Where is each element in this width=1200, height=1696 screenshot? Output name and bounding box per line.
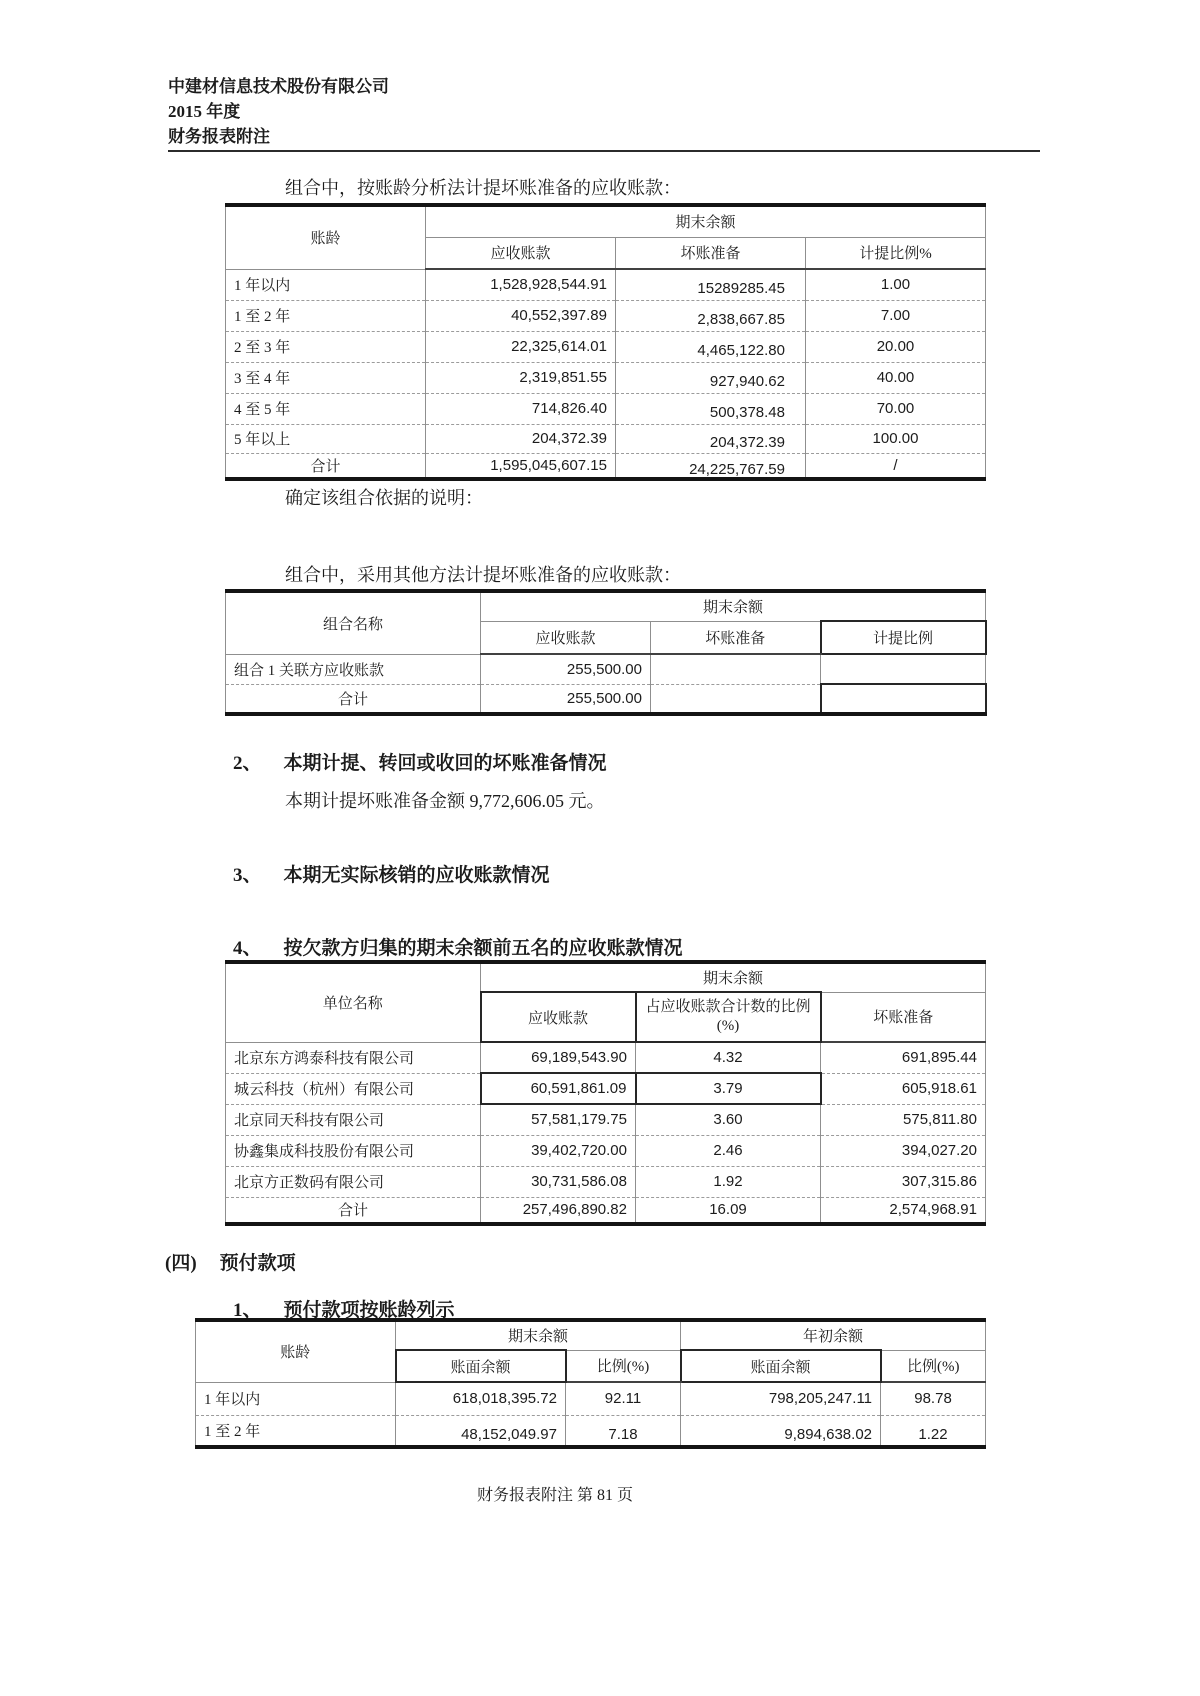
table-row <box>226 393 986 424</box>
table-row <box>226 362 986 393</box>
table-row <box>226 1166 986 1197</box>
cell-total-label: 合计 <box>226 1197 481 1224</box>
section-4-number: 4、 <box>233 938 262 959</box>
cell-ratio: 3.79 <box>636 1073 821 1104</box>
total-row <box>226 453 986 479</box>
cell-bad-debt <box>616 424 806 453</box>
cell-bad-debt <box>616 300 806 331</box>
cell-ratio <box>821 684 986 714</box>
cell-ratio <box>821 654 986 684</box>
group-header-row <box>226 962 986 992</box>
col-header-entity: 单位名称 <box>226 962 481 1042</box>
cell-ratio: 4.32 <box>636 1042 821 1073</box>
cell-bad-debt <box>616 331 806 362</box>
cell-bad-debt <box>651 654 821 684</box>
header-rule <box>168 150 1040 152</box>
doc-title: 财务报表附注 <box>168 127 270 146</box>
total-row <box>226 684 986 714</box>
cell-end-pct: 92.11 <box>566 1382 681 1415</box>
col-header-begin-balance: 账面余额 <box>681 1350 881 1382</box>
cell-ratio: 2.46 <box>636 1135 821 1166</box>
section-4-heading <box>233 933 683 960</box>
cell-bad-debt: 2,574,968.91 <box>821 1197 986 1224</box>
section-prepaid-1-title: 预付款项按账龄列示 <box>283 1300 455 1321</box>
col-header-bad-debt: 坏账准备 <box>651 621 821 654</box>
company-name: 中建材信息技术股份有限公司 <box>168 77 389 96</box>
group-header-row <box>226 205 986 237</box>
cell-receivable: 1,528,928,544.91 <box>426 269 616 300</box>
col-header-bad-debt: 坏账准备 <box>821 992 986 1042</box>
group-header-period-end: 期末余额 <box>481 591 986 621</box>
cell-receivable: 39,402,720.00 <box>481 1135 636 1166</box>
cell-ratio: 100.00 <box>806 424 986 453</box>
section-prepaid-1-number: 1、 <box>233 1300 262 1321</box>
section-prepaid-number: (四) <box>165 1253 197 1274</box>
cell-portfolio: 组合 1 关联方应收账款 <box>226 654 481 684</box>
cell-receivable: 714,826.40 <box>426 393 616 424</box>
col-header-portfolio: 组合名称 <box>226 591 481 654</box>
cell-begin-balance: 798,205,247.11 <box>681 1382 881 1415</box>
other-method-table <box>225 589 985 716</box>
fiscal-year: 2015 年度 <box>168 102 241 121</box>
cell-ratio: 1.92 <box>636 1166 821 1197</box>
table-row <box>226 331 986 362</box>
cell-bad-debt-value: 2,838,667.85 <box>697 311 785 328</box>
col-header-end-balance: 账面余额 <box>396 1350 566 1382</box>
cell-end-pct-value: 7.18 <box>608 1425 638 1443</box>
table-row <box>226 424 986 453</box>
cell-age: 1 至 2 年 <box>196 1415 396 1447</box>
cell-bad-debt <box>616 453 806 479</box>
cell-bad-debt-value: 4,465,122.80 <box>697 342 785 359</box>
cell-bad-debt <box>616 362 806 393</box>
table-row <box>226 1073 986 1104</box>
cell-receivable: 255,500.00 <box>481 684 651 714</box>
cell-entity: 北京同天科技有限公司 <box>226 1104 481 1135</box>
cell-begin-pct: 98.78 <box>881 1382 986 1415</box>
cell-age: 4 至 5 年 <box>226 393 426 424</box>
cell-total-label: 合计 <box>226 453 426 479</box>
cell-age: 1 年以内 <box>226 269 426 300</box>
section-2-heading <box>233 748 607 775</box>
col-header-bad-debt: 坏账准备 <box>616 237 806 269</box>
prepayments-aging-table <box>195 1318 985 1449</box>
cell-bad-debt-value: 500,378.48 <box>709 404 785 421</box>
cell-end-balance: 618,018,395.72 <box>396 1382 566 1415</box>
cell-total-label: 合计 <box>226 684 481 714</box>
cell-bad-debt <box>616 393 806 424</box>
cell-ratio: 20.00 <box>806 331 986 362</box>
cell-begin-balance <box>681 1415 881 1447</box>
cell-age: 1 至 2 年 <box>226 300 426 331</box>
cell-receivable: 69,189,543.90 <box>481 1042 636 1073</box>
cell-bad-debt <box>616 269 806 300</box>
page-footer: 财务报表附注 第 81 页 <box>476 1487 633 1504</box>
table-row <box>226 1042 986 1073</box>
cell-receivable: 60,591,861.09 <box>481 1073 636 1104</box>
table-row <box>196 1382 986 1415</box>
table-row <box>226 1104 986 1135</box>
section-2-title: 本期计提、转回或收回的坏账准备情况 <box>283 753 607 774</box>
section-2-number: 2、 <box>233 753 262 774</box>
cell-age: 1 年以内 <box>196 1382 396 1415</box>
cell-entity: 北京东方鸿泰科技有限公司 <box>226 1042 481 1073</box>
cell-bad-debt: 691,895.44 <box>821 1042 986 1073</box>
table-row <box>226 1135 986 1166</box>
aging-analysis-table <box>225 203 985 481</box>
col-header-ratio: 计提比例% <box>806 237 986 269</box>
cell-ratio: 16.09 <box>636 1197 821 1224</box>
section-prepaid-title: 预付款项 <box>219 1253 296 1274</box>
group-header-period-end: 期末余额 <box>481 962 986 992</box>
section-3-number: 3、 <box>233 865 262 886</box>
cell-entity: 北京方正数码有限公司 <box>226 1166 481 1197</box>
col-header-end-pct: 比例(%) <box>566 1350 681 1382</box>
cell-ratio: 3.60 <box>636 1104 821 1135</box>
cell-receivable: 2,319,851.55 <box>426 362 616 393</box>
cell-bad-debt: 605,918.61 <box>821 1073 986 1104</box>
intro-other-text: 组合中，采用其他方法计提坏账准备的应收账款： <box>285 565 681 585</box>
cell-bad-debt-value: 24,225,767.59 <box>689 460 785 478</box>
cell-bad-debt-value: 204,372.39 <box>709 434 785 451</box>
cell-age: 3 至 4 年 <box>226 362 426 393</box>
cell-bad-debt-value: 927,940.62 <box>709 373 785 390</box>
cell-receivable: 30,731,586.08 <box>481 1166 636 1197</box>
cell-age: 5 年以上 <box>226 424 426 453</box>
col-header-age: 账龄 <box>226 205 426 269</box>
group-header-row <box>196 1320 986 1350</box>
cell-receivable: 255,500.00 <box>481 654 651 684</box>
cell-bad-debt: 575,811.80 <box>821 1104 986 1135</box>
cell-ratio: 7.00 <box>806 300 986 331</box>
cell-ratio: 40.00 <box>806 362 986 393</box>
col-header-begin-pct: 比例(%) <box>881 1350 986 1382</box>
section-prepaid-heading <box>165 1248 296 1275</box>
doc-header <box>168 74 389 149</box>
section-3-heading <box>233 860 550 887</box>
cell-receivable: 1,595,045,607.15 <box>426 453 616 479</box>
section-2-body: 本期计提坏账准备金额 9,772,606.05 元。 <box>285 791 605 811</box>
cell-begin-balance-value: 9,894,638.02 <box>784 1425 873 1443</box>
group-header-period-end: 期末余额 <box>396 1320 681 1350</box>
col-header-receivable: 应收账款 <box>481 992 636 1042</box>
cell-receivable: 57,581,179.75 <box>481 1104 636 1135</box>
cell-age: 2 至 3 年 <box>226 331 426 362</box>
cell-receivable: 257,496,890.82 <box>481 1197 636 1224</box>
col-header-ratio: 占应收账款合计数的比例(%) <box>636 992 821 1042</box>
col-header-ratio: 计提比例 <box>821 621 986 654</box>
cell-bad-debt-value: 15289285.45 <box>697 280 785 298</box>
cell-bad-debt: 307,315.86 <box>821 1166 986 1197</box>
cell-ratio: 70.00 <box>806 393 986 424</box>
table-row <box>226 654 986 684</box>
cell-begin-pct <box>881 1415 986 1447</box>
cell-bad-debt: 394,027.20 <box>821 1135 986 1166</box>
cell-bad-debt <box>651 684 821 714</box>
cell-begin-pct-value: 1.22 <box>918 1425 948 1443</box>
cell-receivable: 40,552,397.89 <box>426 300 616 331</box>
cell-end-balance <box>396 1415 566 1447</box>
top5-receivables-table <box>225 960 985 1226</box>
cell-entity: 城云科技（杭州）有限公司 <box>226 1073 481 1104</box>
table-row <box>226 269 986 300</box>
col-header-receivable: 应收账款 <box>481 621 651 654</box>
table-row <box>226 300 986 331</box>
col-header-receivable: 应收账款 <box>426 237 616 269</box>
group-header-period-end: 期末余额 <box>426 205 986 237</box>
cell-end-balance-value: 48,152,049.97 <box>461 1425 557 1443</box>
section-4-title: 按欠款方归集的期末余额前五名的应收账款情况 <box>283 938 683 959</box>
cell-end-pct <box>566 1415 681 1447</box>
cell-ratio: 1.00 <box>806 269 986 300</box>
total-row <box>226 1197 986 1224</box>
group-header-row <box>226 591 986 621</box>
intro-aging-text: 组合中，按账龄分析法计提坏账准备的应收账款： <box>285 178 681 198</box>
col-header-age: 账龄 <box>196 1320 396 1382</box>
cell-entity: 协鑫集成科技股份有限公司 <box>226 1135 481 1166</box>
cell-ratio: / <box>806 453 986 479</box>
group-header-period-begin: 年初余额 <box>681 1320 986 1350</box>
cell-receivable: 204,372.39 <box>426 424 616 453</box>
basis-note-text: 确定该组合依据的说明： <box>285 488 483 508</box>
table-row <box>196 1415 986 1447</box>
cell-receivable: 22,325,614.01 <box>426 331 616 362</box>
section-3-title: 本期无实际核销的应收账款情况 <box>283 865 550 886</box>
